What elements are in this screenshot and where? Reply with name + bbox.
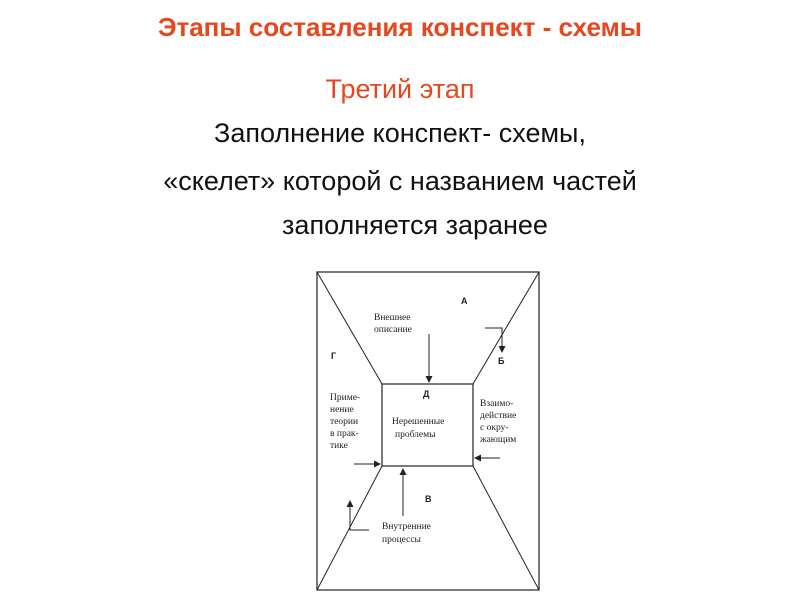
application-label-4: в прак- <box>330 429 359 439</box>
application-label-2: нение <box>330 405 354 415</box>
description-line-3: заполняется заранее <box>282 210 548 240</box>
interaction-label-4: жающим <box>480 435 517 445</box>
letter-v: В <box>425 494 432 504</box>
center-label-2: проблемы <box>395 430 436 440</box>
outer-description-label-1: Внешнее <box>374 313 411 323</box>
letter-g: Г <box>331 351 337 361</box>
slide-title: Этапы составления конспект - схемы <box>157 12 643 42</box>
interaction-label-2: действие <box>480 411 517 421</box>
letter-a: А <box>461 296 468 306</box>
interaction-label-1: Взаимо- <box>480 399 514 409</box>
arrow-v-to-g <box>350 501 369 530</box>
application-label-1: Приме- <box>330 393 361 403</box>
summary-scheme-diagram <box>312 268 548 601</box>
application-label-3: теории <box>330 417 359 427</box>
application-label-5: тике <box>330 441 348 451</box>
diagonal-top-right <box>473 272 539 384</box>
description-line-2: «скелет» которой с названием частей <box>163 166 637 196</box>
diagonal-top-left <box>317 272 382 384</box>
diagonal-bottom-right <box>473 466 539 590</box>
center-label-1: Нерешенные <box>392 417 445 427</box>
inner-processes-label-1: Внутренние <box>382 522 431 532</box>
outer-description-label-2: описание <box>374 325 412 335</box>
description-line-1: Заполнение конспект- схемы, <box>214 118 586 148</box>
letter-d: Д <box>423 389 430 399</box>
stage-subtitle: Третий этап <box>325 74 475 104</box>
scheme-svg <box>312 268 548 596</box>
interaction-label-3: с окру- <box>480 423 509 433</box>
inner-processes-label-2: процессы <box>382 535 421 545</box>
letter-b: Б <box>498 356 505 366</box>
